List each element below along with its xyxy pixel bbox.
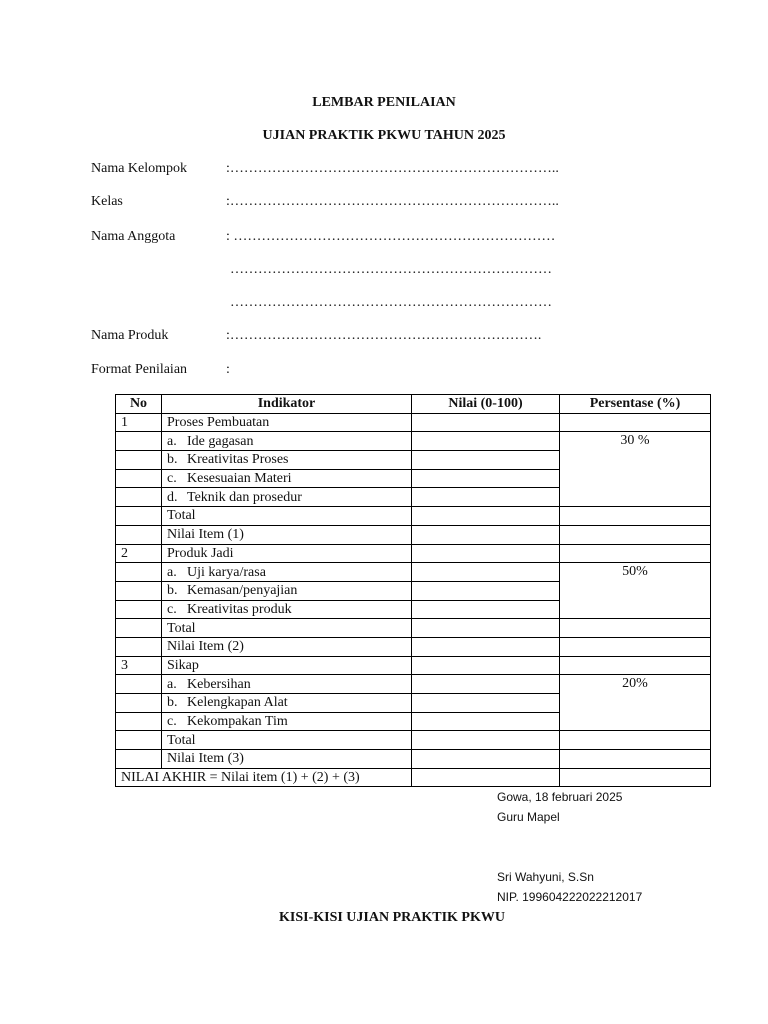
item-indikator bbox=[162, 488, 412, 507]
item-indikator bbox=[162, 712, 412, 731]
item-letter: c. bbox=[167, 471, 177, 487]
document-subtitle: UJIAN PRAKTIK PKWU TAHUN 2025 bbox=[262, 128, 506, 143]
field-label-anggota: Nama Anggota bbox=[91, 229, 176, 244]
nilai-cell bbox=[412, 712, 560, 731]
nilai-item-label: Nilai Item (3) bbox=[162, 750, 412, 769]
row-number-empty bbox=[116, 731, 162, 750]
row-number-empty bbox=[116, 451, 162, 470]
item-indikator bbox=[162, 451, 412, 470]
field-value-kelompok: :…………………………………………………………….. bbox=[226, 161, 559, 176]
item-text: Kelengkapan Alat bbox=[187, 695, 288, 711]
field-value-kelas: :…………………………………………………………….. bbox=[226, 194, 559, 209]
item-letter: c. bbox=[167, 714, 177, 730]
row-number-empty bbox=[116, 675, 162, 694]
table-header-row bbox=[116, 395, 711, 414]
nilai-cell bbox=[412, 469, 560, 488]
item-letter: b. bbox=[167, 583, 178, 599]
item-text: Kreativitas Proses bbox=[187, 452, 289, 468]
table-row bbox=[116, 619, 711, 638]
row-number-empty bbox=[116, 600, 162, 619]
item-letter: b. bbox=[167, 695, 178, 711]
nilai-cell bbox=[412, 525, 560, 544]
item-letter: c. bbox=[167, 601, 177, 617]
table-row bbox=[116, 750, 711, 769]
persentase-cell bbox=[560, 525, 711, 544]
nilai-cell bbox=[412, 432, 560, 451]
signature-name: Sri Wahyuni, S.Sn bbox=[497, 870, 594, 884]
item-letter: a. bbox=[167, 564, 177, 580]
header-indikator: Indikator bbox=[162, 395, 412, 414]
row-number-empty bbox=[116, 525, 162, 544]
table-row bbox=[116, 525, 711, 544]
footer-title: KISI-KISI UJIAN PRAKTIK PKWU bbox=[279, 910, 505, 925]
item-text: Uji karya/rasa bbox=[187, 564, 266, 580]
section-title: Sikap bbox=[162, 656, 412, 675]
table-row bbox=[116, 656, 711, 675]
row-number-empty bbox=[116, 637, 162, 656]
persentase-cell bbox=[560, 637, 711, 656]
row-number-empty bbox=[116, 432, 162, 451]
signature-role: Guru Mapel bbox=[497, 810, 560, 824]
item-text: Kesesuaian Materi bbox=[187, 471, 292, 487]
persentase-cell bbox=[560, 656, 711, 675]
row-number-empty bbox=[116, 469, 162, 488]
item-indikator bbox=[162, 432, 412, 451]
item-text: Kreativitas produk bbox=[187, 601, 292, 617]
item-text: Ide gagasan bbox=[187, 433, 254, 449]
header-persentase: Persentase (%) bbox=[560, 395, 711, 414]
nilai-cell bbox=[412, 675, 560, 694]
nilai-cell bbox=[412, 750, 560, 769]
persentase-cell bbox=[560, 619, 711, 638]
nilai-item-label: Nilai Item (2) bbox=[162, 637, 412, 656]
header-nilai: Nilai (0-100) bbox=[412, 395, 560, 414]
item-letter: b. bbox=[167, 452, 178, 468]
table-row bbox=[116, 544, 711, 563]
row-number-empty bbox=[116, 694, 162, 713]
row-number-empty bbox=[116, 712, 162, 731]
table-row bbox=[116, 413, 711, 432]
item-text: Kekompakan Tim bbox=[187, 714, 288, 730]
total-label: Total bbox=[162, 507, 412, 526]
total-label: Total bbox=[162, 619, 412, 638]
nilai-cell bbox=[412, 544, 560, 563]
field-label-produk: Nama Produk bbox=[91, 328, 169, 343]
item-letter: a. bbox=[167, 676, 177, 692]
signature-place-date: Gowa, 18 februari 2025 bbox=[497, 790, 623, 804]
persentase-cell bbox=[560, 413, 711, 432]
row-number-empty bbox=[116, 619, 162, 638]
field-value-produk: :…………………………………………………………. bbox=[226, 328, 542, 343]
row-number-empty bbox=[116, 750, 162, 769]
section-title: Proses Pembuatan bbox=[162, 413, 412, 432]
table-row bbox=[116, 675, 711, 694]
item-indikator bbox=[162, 563, 412, 582]
nilai-cell bbox=[412, 563, 560, 582]
table-body bbox=[116, 413, 711, 787]
nilai-cell bbox=[412, 488, 560, 507]
item-letter: d. bbox=[167, 489, 178, 505]
field-value-anggota-line3: …………………………………………………………… bbox=[230, 295, 552, 310]
header-no: No bbox=[116, 395, 162, 414]
nilai-akhir-value bbox=[412, 768, 560, 787]
persentase-cell bbox=[560, 768, 711, 787]
item-indikator bbox=[162, 600, 412, 619]
item-indikator bbox=[162, 581, 412, 600]
nilai-cell bbox=[412, 507, 560, 526]
persentase-cell bbox=[560, 507, 711, 526]
nilai-cell bbox=[412, 600, 560, 619]
item-text: Teknik dan prosedur bbox=[187, 489, 302, 505]
nilai-item-label: Nilai Item (1) bbox=[162, 525, 412, 544]
row-number: 1 bbox=[116, 413, 162, 432]
section-percentage: 50% bbox=[560, 563, 711, 619]
nilai-cell bbox=[412, 656, 560, 675]
section-percentage: 20% bbox=[560, 675, 711, 731]
nilai-cell bbox=[412, 619, 560, 638]
table-row bbox=[116, 637, 711, 656]
table-row bbox=[116, 563, 711, 582]
table-row-final bbox=[116, 768, 711, 787]
row-number-empty bbox=[116, 581, 162, 600]
nilai-cell bbox=[412, 731, 560, 750]
nilai-cell bbox=[412, 637, 560, 656]
signature-nip: NIP. 199604222022212017 bbox=[497, 890, 643, 904]
field-value-anggota: : …………………………………………………………… bbox=[226, 229, 556, 244]
nilai-cell bbox=[412, 413, 560, 432]
nilai-akhir-label: NILAI AKHIR = Nilai item (1) + (2) + (3) bbox=[116, 768, 412, 787]
total-label: Total bbox=[162, 731, 412, 750]
assessment-table bbox=[115, 394, 711, 787]
item-letter: a. bbox=[167, 433, 177, 449]
document-title: LEMBAR PENILAIAN bbox=[312, 95, 456, 110]
field-label-kelompok: Nama Kelompok bbox=[91, 161, 188, 176]
field-value-anggota-line2: …………………………………………………………… bbox=[230, 262, 552, 277]
section-title: Produk Jadi bbox=[162, 544, 412, 563]
table-row bbox=[116, 731, 711, 750]
item-text: Kebersihan bbox=[187, 676, 251, 692]
item-indikator bbox=[162, 694, 412, 713]
item-indikator bbox=[162, 675, 412, 694]
table-row bbox=[116, 432, 711, 451]
row-number: 2 bbox=[116, 544, 162, 563]
table-row bbox=[116, 507, 711, 526]
item-indikator bbox=[162, 469, 412, 488]
field-label-format: Format Penilaian bbox=[91, 362, 188, 377]
item-text: Kemasan/penyajian bbox=[187, 583, 298, 599]
field-value-format: : bbox=[226, 362, 230, 377]
row-number-empty bbox=[116, 507, 162, 526]
nilai-cell bbox=[412, 694, 560, 713]
row-number-empty bbox=[116, 563, 162, 582]
nilai-cell bbox=[412, 451, 560, 470]
nilai-cell bbox=[412, 581, 560, 600]
persentase-cell bbox=[560, 544, 711, 563]
row-number: 3 bbox=[116, 656, 162, 675]
section-percentage: 30 % bbox=[560, 432, 711, 507]
row-number-empty bbox=[116, 488, 162, 507]
persentase-cell bbox=[560, 750, 711, 769]
field-label-kelas: Kelas bbox=[91, 194, 123, 209]
persentase-cell bbox=[560, 731, 711, 750]
